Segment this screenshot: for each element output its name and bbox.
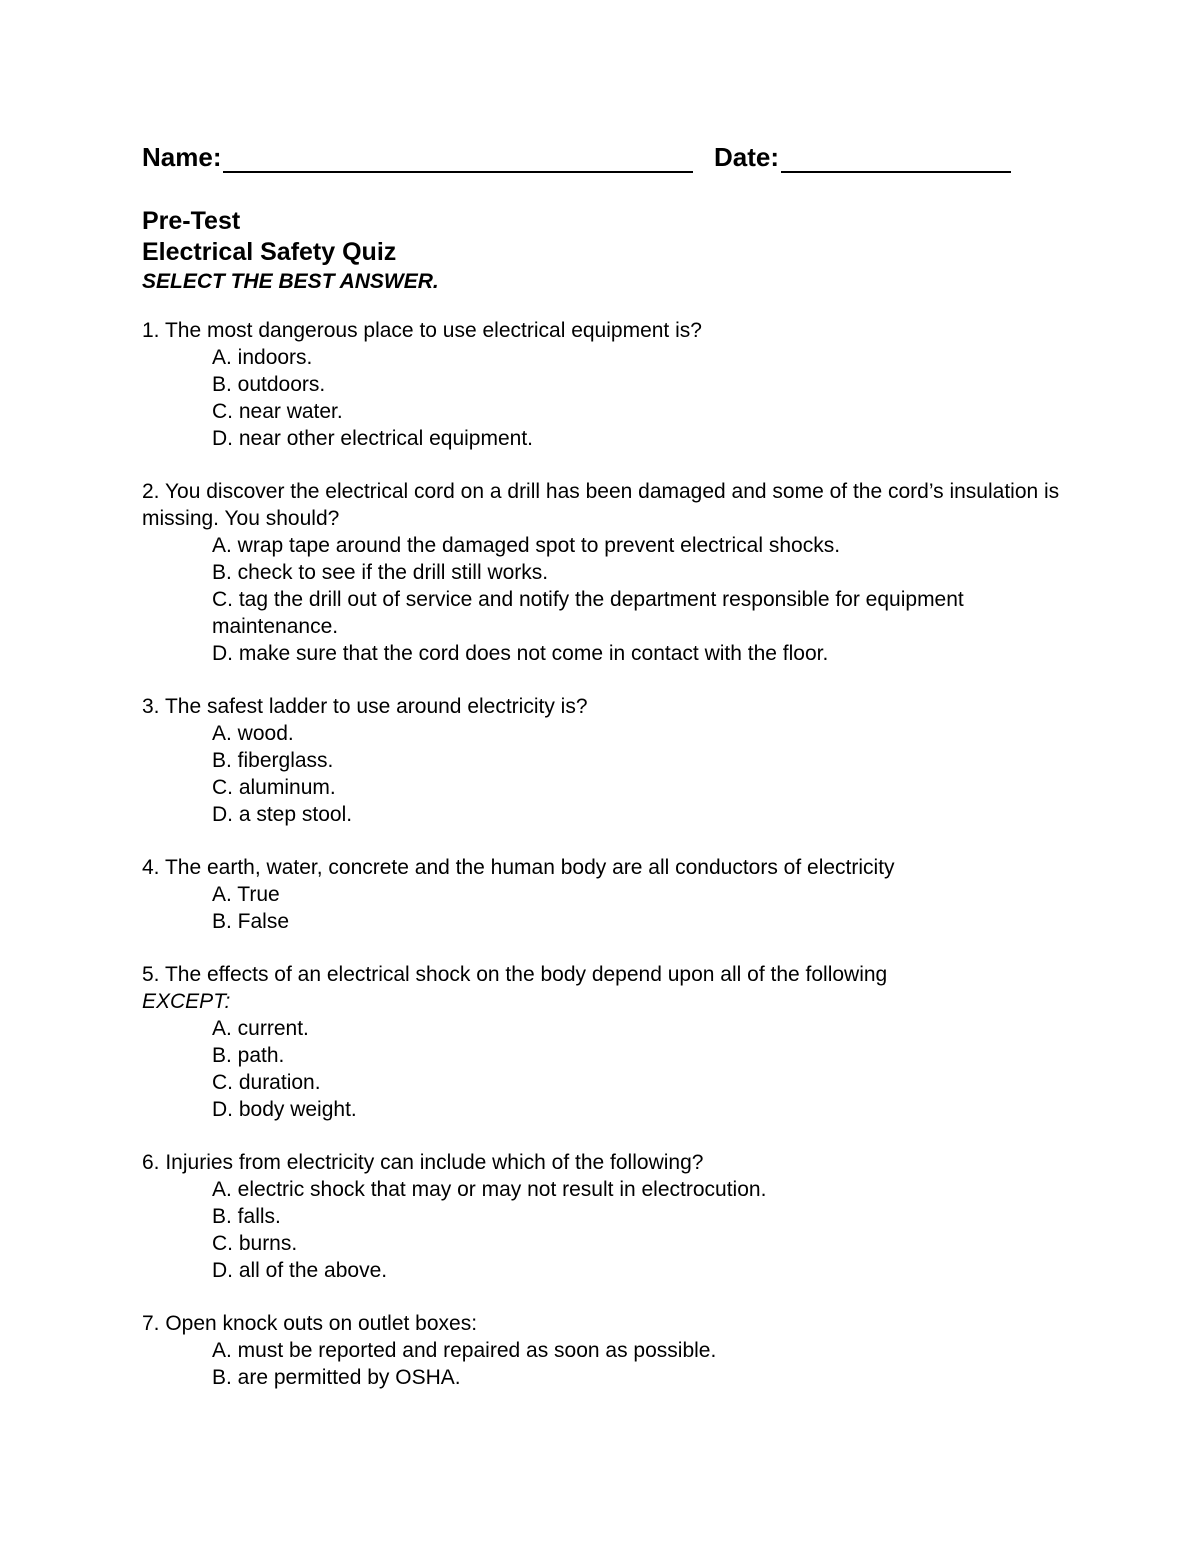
quiz-page bbox=[142, 136, 1072, 1417]
question-text: 3. The safest ladder to use around electricity is? bbox=[142, 695, 588, 718]
choice-a: A. wood. bbox=[212, 722, 294, 745]
choice-c: C. tag the drill out of service and notify the department responsible for equipment maintenance. bbox=[212, 588, 964, 638]
choice-d: D. make sure that the cord does not come in contact with the floor. bbox=[212, 642, 829, 665]
choice-a: A. electric shock that may or may not result in electrocution. bbox=[212, 1178, 767, 1201]
choice-b: B. path. bbox=[212, 1044, 285, 1067]
question-text: 7. Open knock outs on outlet boxes: bbox=[142, 1312, 478, 1335]
question-5 bbox=[142, 961, 1072, 1123]
date-label: Date: bbox=[714, 142, 780, 172]
choice-a: A. wrap tape around the damaged spot to prevent electrical shocks. bbox=[212, 534, 841, 557]
question-6 bbox=[142, 1149, 1072, 1284]
choice-d: D. near other electrical equipment. bbox=[212, 427, 533, 450]
choice-d: D. a step stool. bbox=[212, 803, 353, 826]
question-list bbox=[142, 317, 1072, 1391]
question-1 bbox=[142, 317, 1072, 452]
header-row bbox=[142, 136, 1072, 182]
question-text: 6. Injuries from electricity can include which of the following? bbox=[142, 1151, 704, 1174]
quiz-title: Electrical Safety Quiz bbox=[142, 238, 397, 266]
pre-test-title: Pre-Test bbox=[142, 207, 241, 235]
choice-b: B. are permitted by OSHA. bbox=[212, 1366, 461, 1389]
question-4 bbox=[142, 854, 1072, 935]
choice-b: B. check to see if the drill still works. bbox=[212, 561, 549, 584]
choice-b: B. outdoors. bbox=[212, 373, 326, 396]
question-text: 2. You discover the electrical cord on a drill has been damaged and some of the cord’s insulation is missing. You should? bbox=[142, 480, 1060, 530]
choice-b: B. False bbox=[212, 910, 290, 933]
choice-a: A. must be reported and repaired as soon as possible. bbox=[212, 1339, 717, 1362]
question-text: 4. The earth, water, concrete and the human body are all conductors of electricity bbox=[142, 856, 895, 879]
question-text-except: EXCEPT: bbox=[142, 990, 231, 1013]
instruction-text: SELECT THE BEST ANSWER. bbox=[142, 270, 439, 293]
choice-c: C. burns. bbox=[212, 1232, 298, 1255]
title-block bbox=[142, 206, 1072, 268]
name-field bbox=[142, 142, 693, 173]
choice-d: D. all of the above. bbox=[212, 1259, 388, 1282]
name-label: Name: bbox=[142, 142, 222, 172]
choice-b: B. fiberglass. bbox=[212, 749, 334, 772]
choice-c: C. near water. bbox=[212, 400, 343, 423]
question-7 bbox=[142, 1310, 1072, 1391]
name-blank-line[interactable] bbox=[223, 145, 693, 173]
question-3 bbox=[142, 693, 1072, 828]
choice-b: B. falls. bbox=[212, 1205, 281, 1228]
choice-a: A. current. bbox=[212, 1017, 309, 1040]
choice-a: A. indoors. bbox=[212, 346, 313, 369]
question-2 bbox=[142, 478, 1072, 667]
choice-c: C. duration. bbox=[212, 1071, 321, 1094]
date-field bbox=[714, 142, 1011, 173]
choice-d: D. body weight. bbox=[212, 1098, 357, 1121]
choice-a: A. True bbox=[212, 883, 280, 906]
question-text: 5. The effects of an electrical shock on the body depend upon all of the following bbox=[142, 963, 888, 986]
choice-c: C. aluminum. bbox=[212, 776, 336, 799]
question-text: 1. The most dangerous place to use electrical equipment is? bbox=[142, 319, 702, 342]
date-blank-line[interactable] bbox=[781, 145, 1011, 173]
